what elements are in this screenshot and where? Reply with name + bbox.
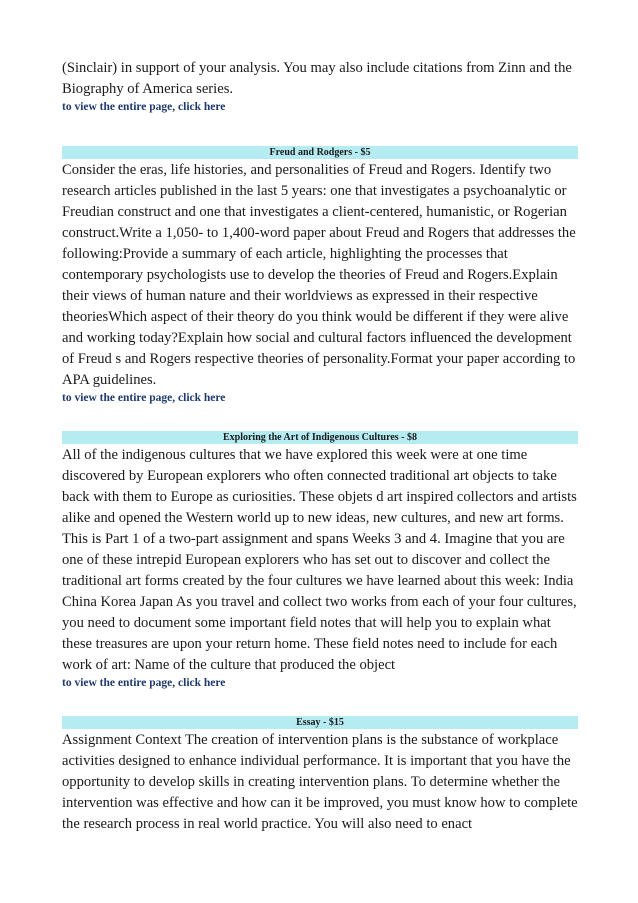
section-description: All of the indigenous cultures that we have explored this week were at one time discovered by European explorers who often connected traditional art objects to take back with them to Europe as curiosities. These objets d art inspired collectors and artists alike and opened the Western world up to new ideas, new cultures, and new art forms. This is Part 1 of a two-part assignment and spans Weeks 3 and 4. Imagine that you are one of these intrepid European explorers who has set out to discover and collect the traditional art forms created by the four cultures we have learned about this week: India China Korea Japan As you travel and collect two works from each of your four cultures, you need to document some important field notes that will help you to explain what these treasures are upon your return home. These field notes need to include for each work of art: Name of the culture that produced the object [62,447,577,673]
intro-paragraph: (Sinclair) in support of your analysis. You may also include citations from Zinn and the Biography of America series. [62,60,572,97]
view-page-link[interactable]: to view the entire page, click here [62,392,226,404]
section-title-bar: Freud and Rodgers - $5 [62,146,578,159]
view-page-link[interactable]: to view the entire page, click here [62,677,226,689]
section-indigenous-cultures [62,431,578,690]
intro-block [62,58,578,114]
intro-view-page-link[interactable]: to view the entire page, click here [62,101,226,113]
section-description: Assignment Context The creation of intervention plans is the substance of workplace activities designed to enhance individual performance. It is important that you have the opportunity to develop skills in creating intervention plans. To determine whether the intervention was effective and how can it be improved, you must know how to complete the research process in real world practice. You will also need to enact [62,732,578,832]
section-title-bar: Essay - $15 [62,716,578,729]
section-essay [62,716,578,835]
section-description: Consider the eras, life histories, and personalities of Freud and Rogers. Identify two research articles published in the last 5 years: one that investigates a psychoanalytic or Freudian construct and one that investigates a client-centered, humanistic, or Rogerian construct.Write a 1,050- to 1,400-word paper about Freud and Rogers that addresses the following:Provide a summary of each article, highlighting the processes that contemporary psychologists use to develop the theories of Freud and Rogers.Explain their views of human nature and their worldviews as expressed in their respective theoriesWhich aspect of their theory do you think would be different if they were alive and working today?Explain how social and cultural factors influenced the development of Freud s and Rogers respective theories of personality.Format your paper according to APA guidelines. [62,162,576,388]
section-title-bar: Exploring the Art of Indigenous Cultures - $8 [62,431,578,444]
section-freud-rodgers [62,146,578,405]
